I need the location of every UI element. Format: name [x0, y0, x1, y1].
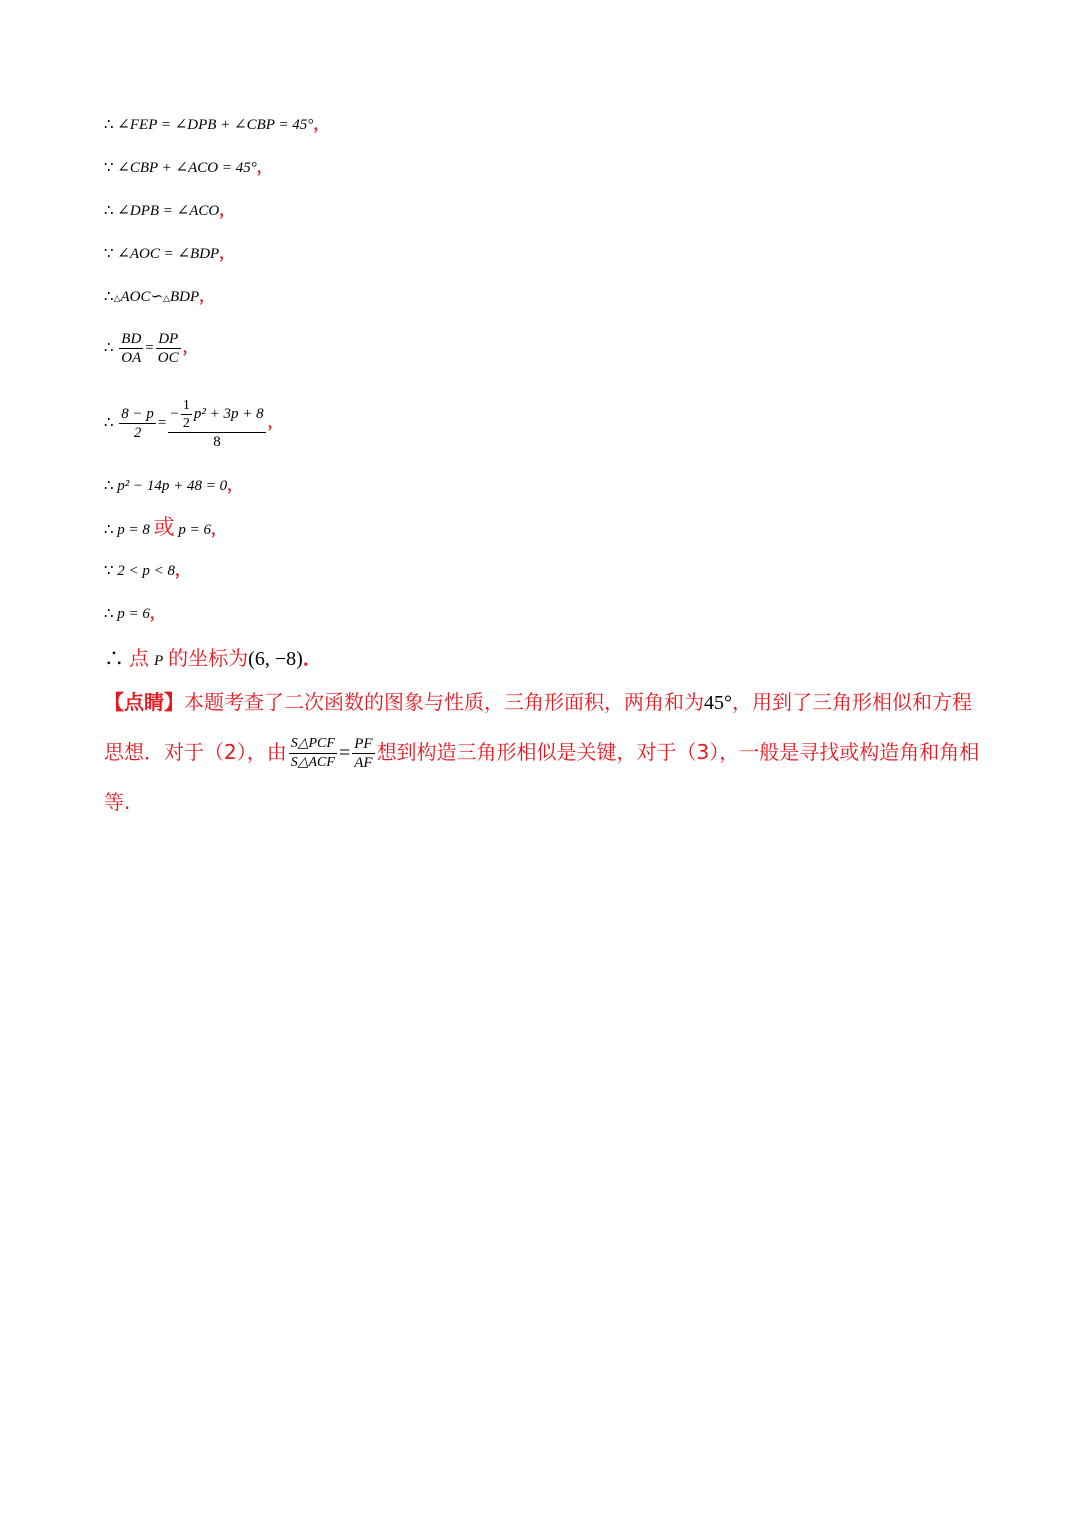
fraction — [168, 397, 265, 451]
line-5 — [104, 287, 214, 308]
therefore-symbol: ∴ — [104, 289, 114, 305]
because-symbol: ∵ — [104, 160, 114, 176]
fraction — [119, 330, 143, 367]
numerator: 8 − p — [121, 406, 154, 423]
equation: p = 6 — [178, 522, 212, 538]
triangle-name: AOC — [120, 289, 151, 305]
therefore-symbol: ∴ — [104, 648, 124, 670]
denominator: AF — [354, 755, 373, 771]
therefore-symbol: ∴ — [104, 606, 114, 622]
equation: p = 8 — [117, 522, 150, 538]
therefore-symbol: ∴ — [104, 203, 114, 219]
comma: ， — [175, 563, 191, 579]
half-fraction — [181, 397, 192, 432]
comment-text: 想到构造三角形相似是关键，对于（3），一般是寻找或构造角和角相等. — [104, 740, 980, 814]
comma: ， — [211, 522, 227, 538]
area-ratio-fraction — [289, 735, 337, 772]
result-text: 点 — [129, 648, 149, 670]
triangle-icon: △ — [113, 293, 121, 303]
point-name: P — [154, 653, 164, 669]
line-4 — [104, 244, 234, 264]
therefore-symbol: ∴ — [104, 415, 114, 431]
comma: ， — [256, 160, 272, 176]
comment-tag: 【点睛】 — [104, 690, 184, 714]
degree-value: 45° — [704, 692, 732, 714]
equation: p² − 14p + 48 = 0 — [117, 478, 228, 494]
comma: ， — [149, 606, 165, 622]
result-line — [104, 645, 323, 675]
denominator: 2 — [133, 425, 142, 442]
comment-text: 本题考查了二次函数的图象与性质，三角形面积，两角和为 — [184, 690, 704, 714]
period: ． — [302, 648, 323, 670]
therefore-symbol: ∴ — [104, 522, 114, 538]
because-symbol: ∵ — [104, 563, 114, 579]
equals: = — [157, 415, 167, 431]
equation: ∠DPB = ∠ACO — [117, 203, 220, 219]
equals: = — [145, 340, 154, 356]
comma: ， — [267, 415, 283, 431]
numerator: PF — [354, 736, 373, 752]
comma: ， — [182, 340, 198, 356]
therefore-symbol: ∴ — [104, 340, 114, 356]
therefore-symbol: ∴ — [104, 117, 114, 133]
comma: ， — [227, 478, 243, 494]
fraction-line-1 — [104, 328, 198, 368]
comma: ， — [313, 117, 329, 133]
equals: = — [338, 742, 351, 764]
denominator: OC — [157, 350, 179, 367]
line-8 — [104, 561, 190, 581]
line-6 — [104, 476, 242, 496]
line-9 — [104, 604, 165, 624]
numerator: 1 — [182, 397, 190, 413]
comma: ， — [219, 246, 235, 262]
line-7 — [104, 517, 226, 540]
minus: − — [170, 405, 179, 422]
denominator: 8 — [213, 433, 221, 450]
equation: ∠CBP + ∠ACO = 45° — [117, 160, 257, 176]
line-3 — [104, 201, 234, 221]
inequality: 2 < p < 8 — [117, 563, 176, 579]
fraction-line-2 — [104, 393, 283, 453]
therefore-symbol: ∴ — [104, 478, 114, 494]
numerator — [168, 397, 265, 433]
similar-symbol: ∽ — [150, 289, 164, 305]
numerator: S△PCF — [289, 735, 337, 754]
triangle-icon: △ — [163, 293, 170, 303]
equation: p = 6 — [117, 606, 150, 622]
line-1 — [104, 115, 328, 135]
polynomial: p² + 3p + 8 — [193, 405, 264, 422]
denominator: OA — [121, 350, 142, 367]
triangle-name: BDP — [169, 289, 200, 305]
equation: ∠FEP = ∠DPB + ∠CBP = 45° — [117, 117, 314, 133]
numerator: BD — [121, 331, 142, 348]
fraction — [156, 330, 181, 367]
result-text: 的坐标为 — [168, 648, 249, 670]
comment-text: ，用到了三角形相似和方程思想．对于（2），由 — [104, 690, 972, 764]
comment-paragraph — [104, 678, 984, 827]
denominator: S△ACF — [290, 755, 335, 770]
comma: ， — [219, 203, 235, 219]
side-ratio-fraction — [352, 735, 374, 772]
denominator: 2 — [182, 415, 190, 431]
comma: ， — [199, 289, 215, 305]
or-word: 或 — [153, 515, 175, 539]
equation: ∠AOC = ∠BDP — [117, 246, 220, 262]
coordinates: (6, −8) — [248, 648, 303, 670]
fraction — [119, 405, 156, 442]
because-symbol: ∵ — [104, 246, 114, 262]
line-2 — [104, 158, 272, 178]
numerator: DP — [156, 330, 181, 349]
